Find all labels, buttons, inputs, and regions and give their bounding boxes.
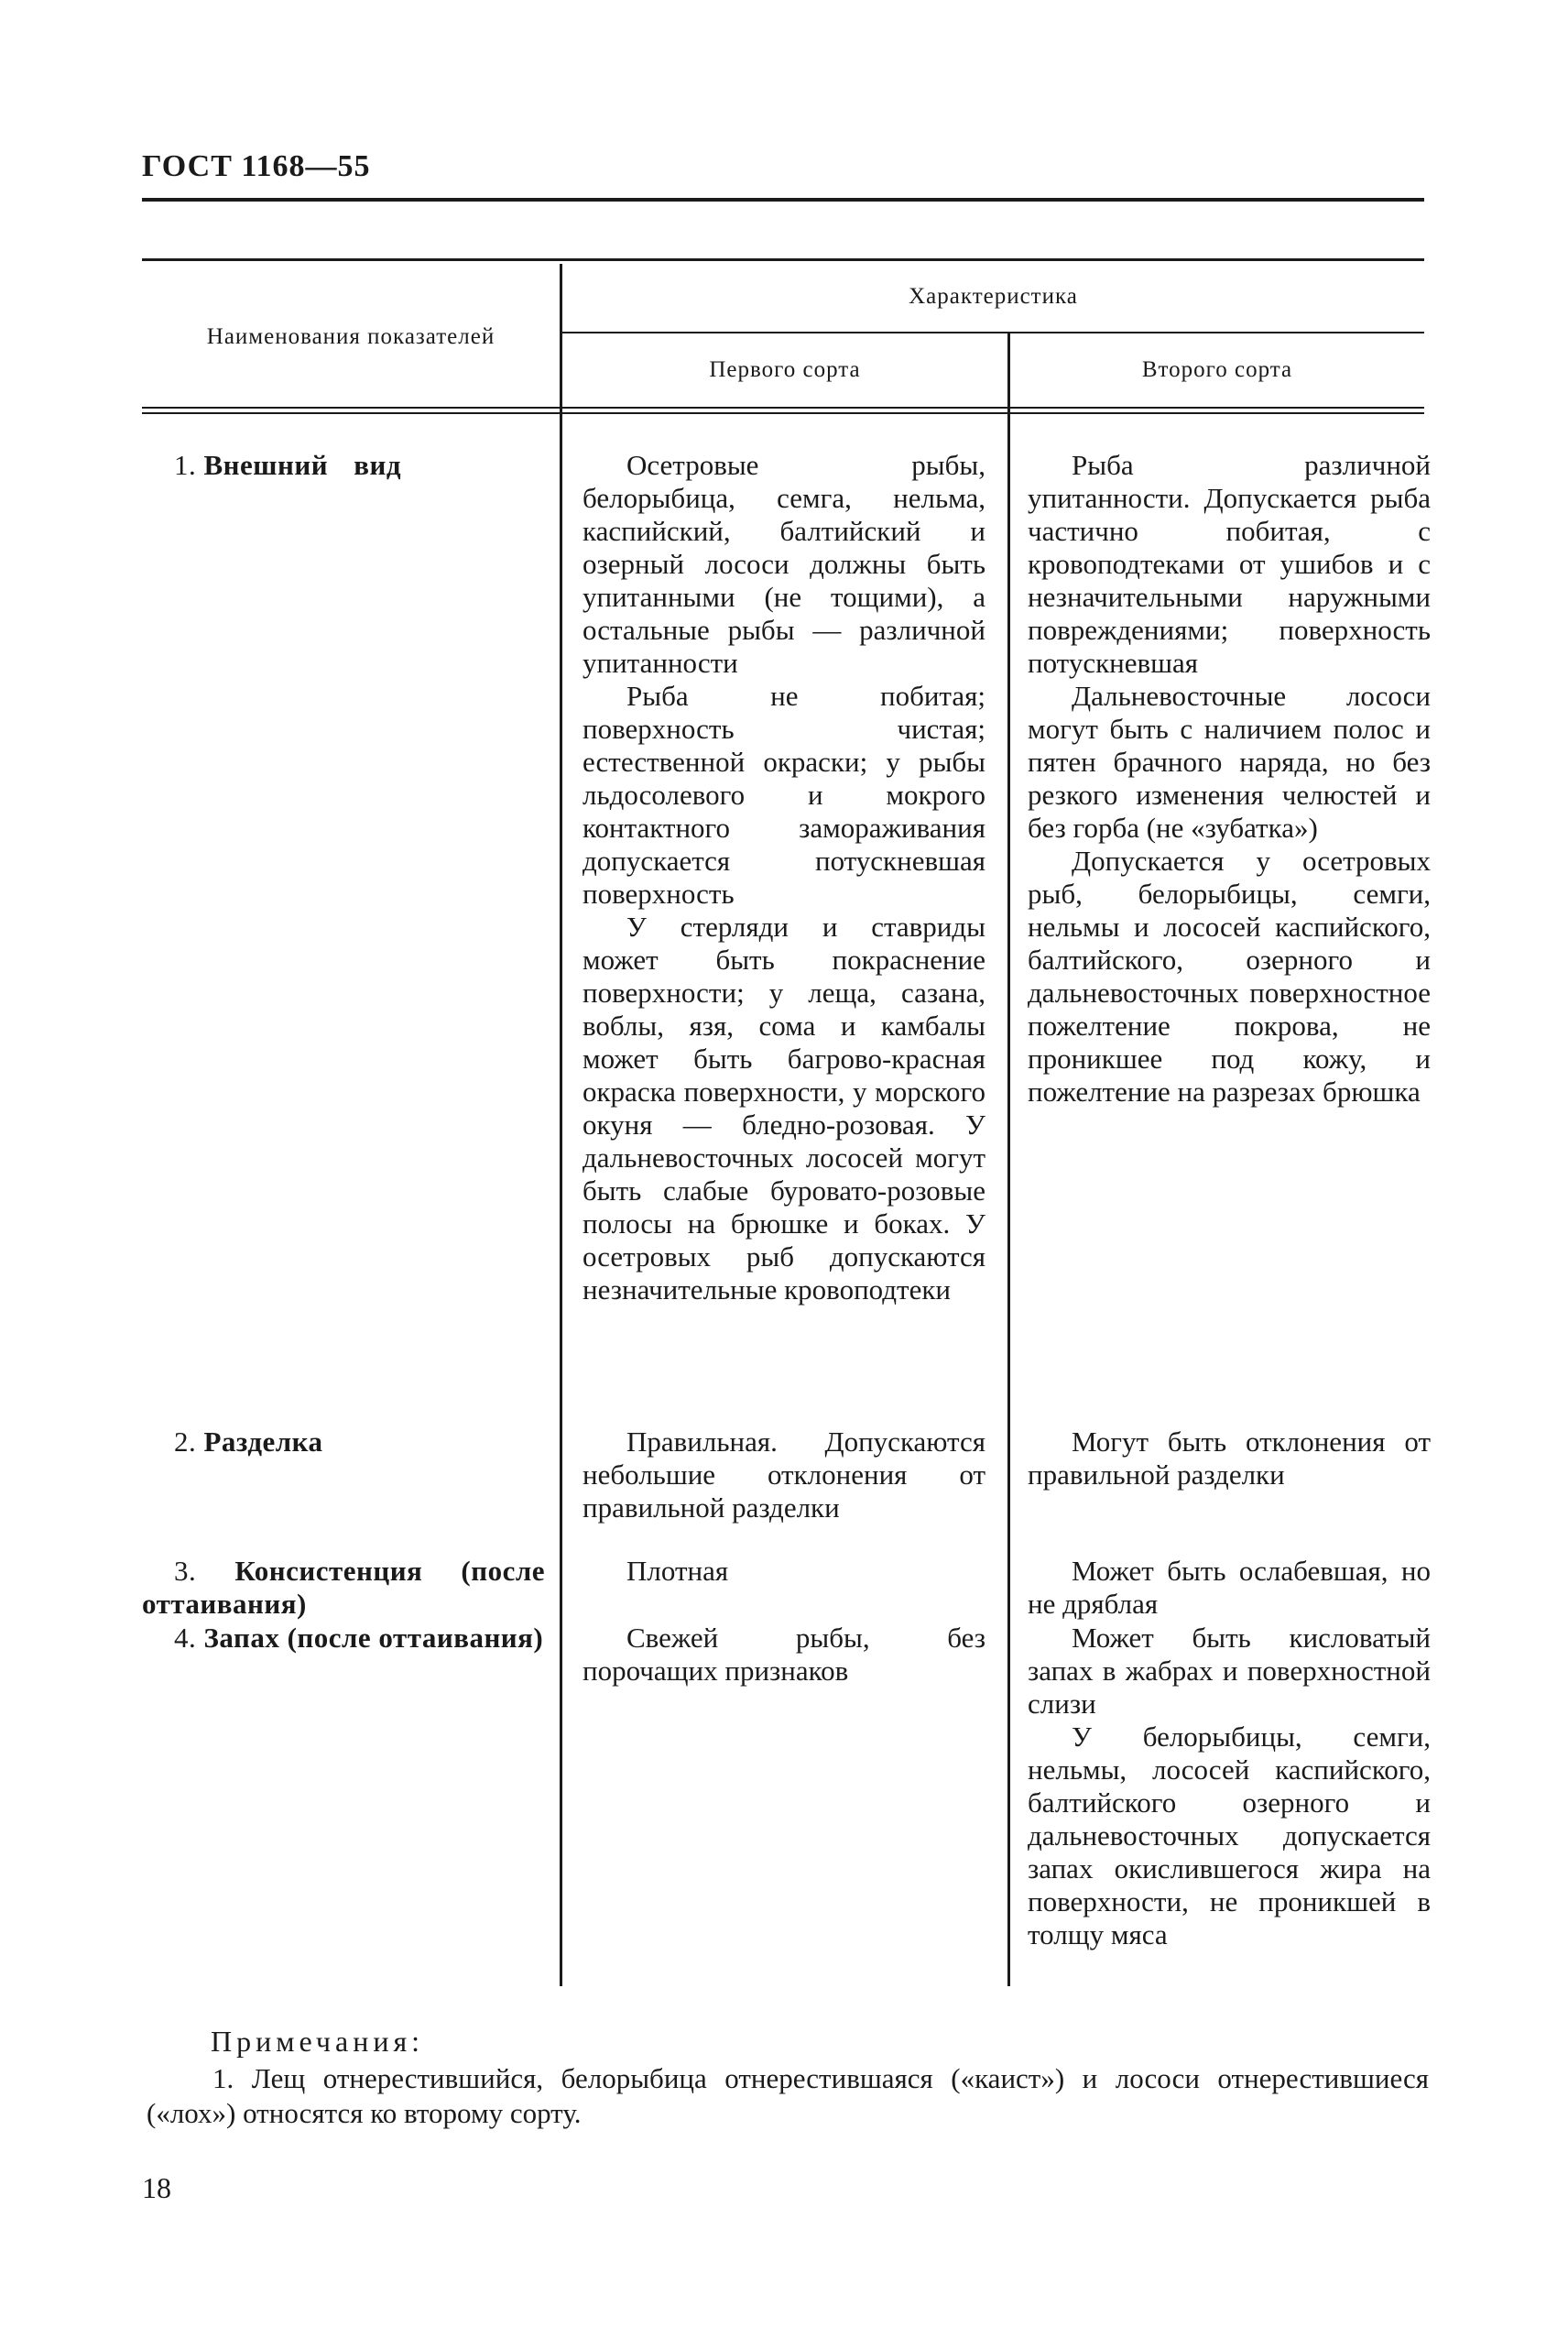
- text-paragraph: У белорыбицы, семги, нельмы, лососей каспийского, балтийского озерного и дальневосточных допускается запах окислившегося жира на поверхности, не проникшей в толщу мяса: [1028, 1721, 1431, 1950]
- text-paragraph: Может быть кисловатый запах в жабрах и поверхностной слизи: [1028, 1622, 1431, 1720]
- row-label: Запах (после оттаивания): [203, 1622, 544, 1654]
- text-paragraph: Могут быть отклонения от правильной разделки: [1028, 1426, 1431, 1491]
- row-grade1-smell: [583, 1622, 985, 1688]
- row-grade1-appearance: [583, 449, 985, 1306]
- page-number: 18: [142, 2171, 171, 2204]
- document-code: ГОСТ 1168—55: [142, 149, 371, 183]
- text-paragraph: Свежей рыбы, без порочащих признаков: [583, 1622, 985, 1687]
- note-item: 1. Лещ отнерестившийся, белорыбица отнерестившаяся («каист») и лососи отнерестившиеся («лох») относятся ко второму сорту.: [147, 2062, 1429, 2129]
- column-header-grade1: Первого сорта: [709, 357, 861, 382]
- row-name-appearance: [174, 449, 540, 482]
- row-grade2-appearance: [1028, 449, 1431, 1109]
- text-paragraph: Рыба не побитая; поверхность чистая; естественной окраски; у рыбы льдосолевого и мокрого контактного замораживания допускается потускневшая поверхность: [583, 680, 985, 910]
- text-paragraph: Рыба различной упитанности. Допускается рыба частично побитая, с кровоподтеками от ушибов и с незначительными наружными повреждениями; поверхность потускневшая: [1028, 449, 1431, 679]
- row-label: Разделка: [203, 1426, 323, 1458]
- text-paragraph: Дальневосточные лососи могут быть с наличием полос и пятен брачного наряда, но без резкого изменения челюстей и без горба (не «зубатка»): [1028, 680, 1431, 844]
- text-paragraph: У стерляди и ставриды может быть покраснение поверхности; у леща, сазана, воблы, язя, сома и камбалы может быть багрово-красная окраска поверхности, у морского окуня — бледно-розовая. У дальневосточных лососей могут быть слабые буровато-розовые полосы на брюшке и боках. У осетровых рыб допускаются незначительные кровоподтеки: [583, 911, 985, 1306]
- header-bottom-rule-2: [142, 412, 1424, 414]
- column-header-characteristics: Характеристика: [909, 284, 1078, 309]
- text-paragraph: Правильная. Допускаются небольшие отклонения от правильной разделки: [583, 1426, 985, 1524]
- column-divider-1: [560, 264, 562, 1986]
- row-grade1-cutting: [583, 1426, 985, 1524]
- row-number: 3.: [174, 1555, 197, 1587]
- column-divider-2: [1007, 333, 1010, 1986]
- row-number: 4.: [174, 1622, 197, 1654]
- notes-title: Примечания:: [211, 2025, 425, 2058]
- row-label: Консистенция (после оттаивания): [142, 1555, 545, 1620]
- header-rule: [142, 198, 1424, 202]
- text-paragraph: Допускается у осетровых рыб, белорыбицы, семги, нельмы и лососей каспийского, балтийского, озерного и дальневосточных поверхностное пожелтение покрова, не проникшее под кожу, и пожелтение на разрезах брюшка: [1028, 845, 1431, 1108]
- row-label: Внешний вид: [203, 449, 402, 481]
- column-header-grade2: Второго сорта: [1141, 357, 1293, 382]
- row-grade2-cutting: [1028, 1426, 1431, 1491]
- header-inner-rule: [561, 332, 1424, 333]
- row-number: 2.: [174, 1426, 197, 1458]
- text-paragraph: Может быть ослабевшая, но не дряблая: [1028, 1555, 1431, 1620]
- column-header-indicators: Наименования показателей: [206, 324, 495, 349]
- text-paragraph: Плотная: [626, 1555, 729, 1587]
- row-name-smell: [142, 1622, 545, 1655]
- row-grade2-smell: [1028, 1622, 1431, 1951]
- row-name-consistency: [142, 1555, 545, 1621]
- row-grade1-consistency: [583, 1555, 985, 1588]
- header-bottom-rule-1: [142, 407, 1424, 409]
- row-name-cutting: [174, 1426, 540, 1458]
- row-grade2-consistency: [1028, 1555, 1431, 1621]
- row-number: 1.: [174, 449, 197, 481]
- table-top-rule: [142, 258, 1424, 261]
- text-paragraph: Осетровые рыбы, белорыбица, семга, нельма, каспийский, балтийский и озерный лососи должны быть упитанными (не тощими), а остальные рыбы — различной упитанности: [583, 449, 985, 679]
